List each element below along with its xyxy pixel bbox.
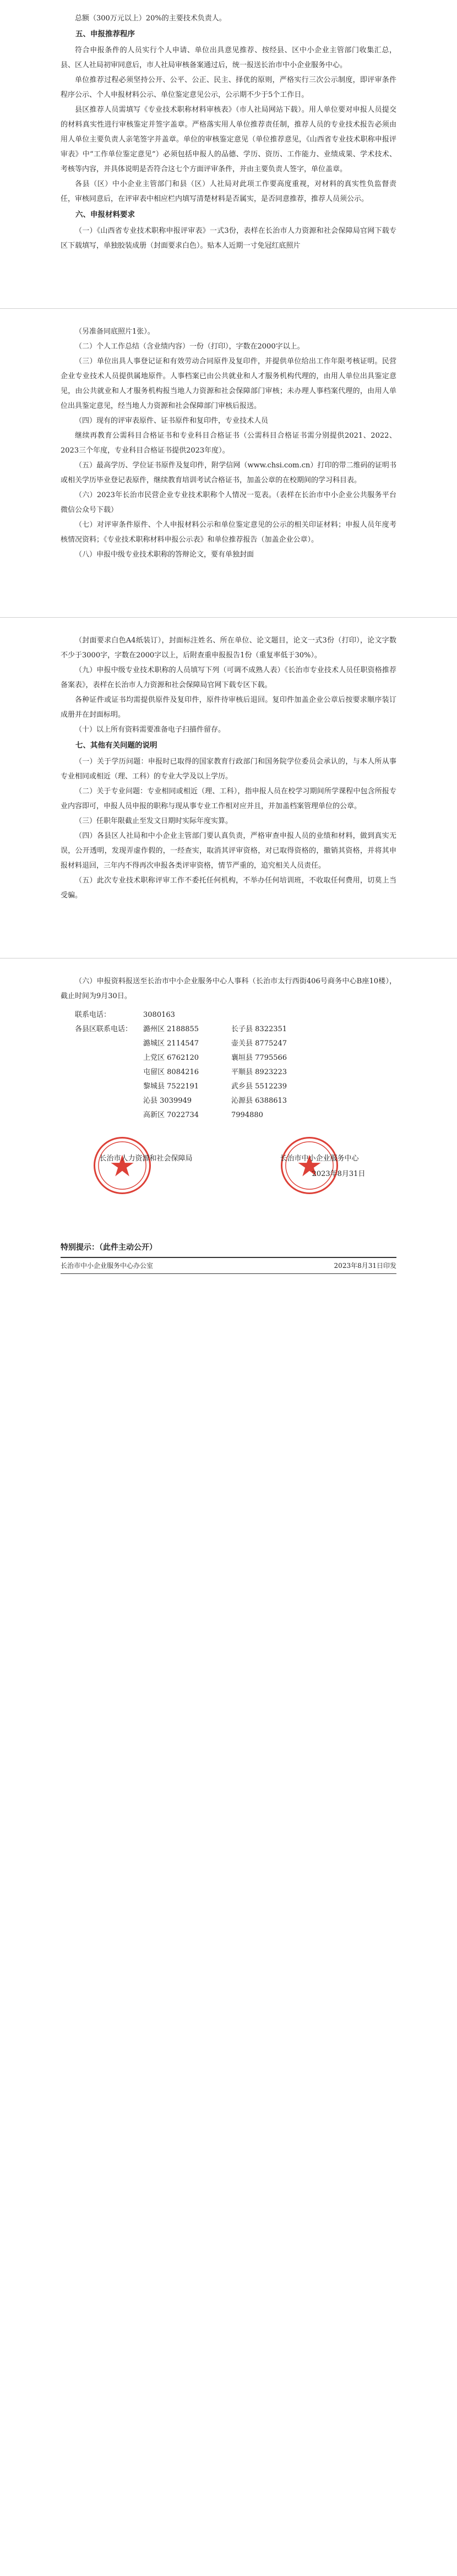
paragraph: （封面要求白色A4纸装订），封面标注姓名、所在单位、论文题目，论文一式3份（打印），论文字数不少于3000字，字数在2000字以上，后附查重申报报告1份（重复率低于30%）。 — [61, 636, 396, 660]
page-gap — [61, 579, 396, 617]
footer-date: 2023年8月31日印发 — [334, 1262, 396, 1270]
section-heading: 七、其他有关问题的说明 — [75, 741, 157, 750]
county-contact-label: 各县区联系电话： — [75, 1025, 133, 1033]
paragraph: （三）单位出具人事登记证和有效劳动合同原件及复印件，并提供单位给出工作年限考核证明。民营企业专业技术人员提供属地原件。人事档案已由公共就业和人才服务机构代理的，由用人单位出具鉴定意见，由公共就业和人才服务机构报当地人力资源和社会保障部门审核；未办理人事档案代理的，由用人单位出具鉴定意见，经当地人力资源和社会保障部门审核后报送。 — [61, 357, 396, 410]
paragraph: 县区推荐人员需填写《专业技术职称材料审核表》（市人社局网站下载）。用人单位要对申报人员提交的材料真实性进行审核鉴定并签字盖章。严格落实用人单位推荐责任制，推荐人员的专业技术报告必须由用人单位主要负责人亲笔签字并盖章。单位的审核鉴定意见（单位推荐意见，《山西省专业技术职称申报评审表》中“工作单位鉴定意见”）必须包括申报人的品德、学历、资历、工作能力、业绩成果、学术技术、考核等内容，并具体说明是否符合这七个方面评审条件，并由主要负责人签字，单位盖章。 — [61, 106, 396, 173]
district-phone: 7994880 — [231, 1111, 263, 1119]
contact-row — [61, 1094, 396, 1108]
paragraph: 各种证件或证书均需提供原件及复印件，原件待审核后退回。复印件加盖企业公章后按要求顺序装订成册并在封面标明。 — [61, 696, 396, 719]
signature-area — [61, 1136, 396, 1218]
contact-row — [61, 1051, 396, 1065]
paragraph: （二）个人工作总结（含业绩内容）一份（打印），字数在2000字以上。 — [75, 342, 304, 351]
paragraph: （四）现有的评审表原件、证书原件和复印件，专业技术人员 — [75, 417, 269, 425]
contact-list — [61, 1008, 396, 1123]
district-phone: 平顺县 8923223 — [231, 1068, 287, 1076]
document-section-3 — [61, 618, 396, 919]
section-heading: 五、申报推荐程序 — [75, 30, 135, 39]
paragraph: （四）各县区人社局和中小企业主管部门要认真负责，严格审查申报人员的业绩和材料，做到真实无误，公开透明，发现弄虚作假的，一经查实，取消其评审资格，对已取得资格的，撤销其资格，并将其申报材料退回，三年内不得再次申报各类评审资格，情节严重的，追究相关人员责任。 — [61, 832, 396, 870]
contact-phone: 3080163 — [143, 1011, 175, 1019]
official-seal-icon — [94, 1137, 151, 1194]
contact-row — [61, 1065, 396, 1080]
paragraph: 继续再教育公需科目合格证书和专业科目合格证书（公需科目合格证书需分别提供2021、2022、2023三个年度，专业科目合格证书提供2023年度）。 — [61, 432, 396, 455]
district-phone: 长子县 8322351 — [231, 1025, 287, 1033]
paragraph: （八）申报中级专业技术职称的答辩论文，要有单独封面 — [75, 551, 254, 559]
paragraph: 符合申报条件的人员实行个人申请、单位出具意见推荐、按经县、区中小企业主管部门收集汇总，县、区人社局初审同意后，市人社局审核备案通过后，统一报送长治市中小企业服务中心。 — [61, 46, 396, 69]
paragraph: （另准备同底照片1张）。 — [75, 328, 155, 336]
contact-label: 联系电话： — [75, 1011, 111, 1019]
issuer-name-right: 长治市中小企业服务中心 — [280, 1154, 359, 1163]
paragraph: （六）申报资料报送至长治市中小企业服务中心人事科（长治市太行西街406号商务中心B座10楼），截止时间为9月30日。 — [61, 977, 396, 1000]
paragraph: （二）关于专业问题：专业相同或相近（理、工科），指申报人员在校学习期间所学课程中包含所报专业内容即可，申报人员申报的职称与现从事专业工作相对应并且，并加盖档案管理单位的公章。 — [61, 787, 396, 810]
paragraph: （三）任职年限截止至发文日期时实际年度实算。 — [75, 817, 233, 825]
paragraph: （六）2023年长治市民营企业专业技术职称个人情况一览表。（表样在长治市中小企业公共服务平台微信公众号下载） — [61, 491, 396, 514]
district-phone: 壶关县 8775247 — [231, 1039, 287, 1048]
paragraph: （一）关于学历问题：申报时已取得的国家教育行政部门和国务院学位委员会承认的，与本人所从事专业相同或相近（理、工科）的专业大学及以上学历。 — [61, 758, 396, 781]
paragraph: 单位推荐过程必须坚持公开、公平、公正、民主、择优的原则，严格实行三次公示制度，即评审条件程序公示、个人申报材料公示、单位鉴定意见公示，公示期不少于5个工作日。 — [61, 76, 396, 99]
district-phone: 黎城县 7522191 — [143, 1082, 199, 1091]
contact-row — [61, 1108, 396, 1123]
document-footer — [61, 1257, 396, 1274]
district-phone: 上党区 6762120 — [143, 1054, 199, 1062]
paragraph: （五）最高学历、学位证书原件及复印件，附学信网（www.chsi.com.cn）打印的带二维码的证明书或相关学历毕业登记表原件，继续教育培训考试合格证书，加盖公章的在校期间的学习科目表。 — [61, 461, 396, 484]
contact-row — [61, 1080, 396, 1094]
district-phone: 襄垣县 7795566 — [231, 1054, 287, 1062]
page-gap — [61, 919, 396, 958]
official-seal-icon — [281, 1137, 338, 1194]
paragraph: （七）对评审条件原件、个人申报材料公示和单位鉴定意见的公示的相关印证材料；申报人员年度考核情况资料；《专业技术职称材料申报公示表》和单位推荐报告（加盖企业公章）。 — [61, 521, 396, 544]
district-phone: 屯留区 8084216 — [143, 1068, 199, 1076]
document-section-4 — [61, 958, 396, 1357]
district-phone: 潞州区 2188855 — [143, 1025, 199, 1033]
contact-row — [61, 1037, 396, 1051]
district-phone: 武乡县 5512239 — [231, 1082, 287, 1091]
footer-issuer: 长治市中小企业服务中心办公室 — [61, 1262, 154, 1270]
paragraph: （九）申报中级专业技术职称的人员填写下列（可调不成熟人表）《长治市专业技术人员任职资格推荐备案表》，表样在长治市人力资源和社会保障局官网下载专区下载。 — [61, 666, 396, 689]
page-gap — [61, 270, 396, 308]
notice-area — [61, 1218, 396, 1279]
district-phone: 潞城区 2114547 — [143, 1039, 199, 1048]
contact-row — [61, 1022, 396, 1037]
section-heading: 六、申报材料要求 — [75, 210, 135, 219]
notice-title: 特别提示：（此件主动公开） — [61, 1243, 157, 1252]
issuer-name-left: 长治市人力资源和社会保障局 — [99, 1154, 193, 1163]
district-phone: 沁源县 6388613 — [231, 1097, 287, 1105]
document-section-2 — [61, 309, 396, 579]
issue-date: 2023年8月31日 — [312, 1170, 366, 1178]
paragraph: 各县（区）中小企业主管部门和县（区）人社局对此项工作要高度重视，对材料的真实性负监督责任，审核同意后，在评审表中相应栏内填写清楚材料是否属实，是否同意推荐，推荐人员须公示。 — [61, 180, 396, 203]
document-section-1 — [61, 8, 396, 270]
paragraph: （五）此次专业技术职称评审工作不委托任何机构，不举办任何培训班，不收取任何费用，切莫上当受骗。 — [61, 876, 396, 900]
district-phone: 沁县 3039949 — [143, 1097, 192, 1105]
district-phone: 高新区 7022734 — [143, 1111, 199, 1119]
paragraph: （十）以上所有资料需要准备电子扫描件留存。 — [75, 726, 226, 734]
paragraph: 总额（300万元以上）20%的主要技术负责人。 — [75, 14, 226, 23]
paragraph: （一）《山西省专业技术职称申报评审表》一式3份，表样在长治市人力资源和社会保障局官网下载专区下载填写，单独胶装成册（封面要求白色）。贴本人近期一寸免冠红底照片 — [61, 227, 396, 250]
contact-row — [61, 1008, 396, 1022]
